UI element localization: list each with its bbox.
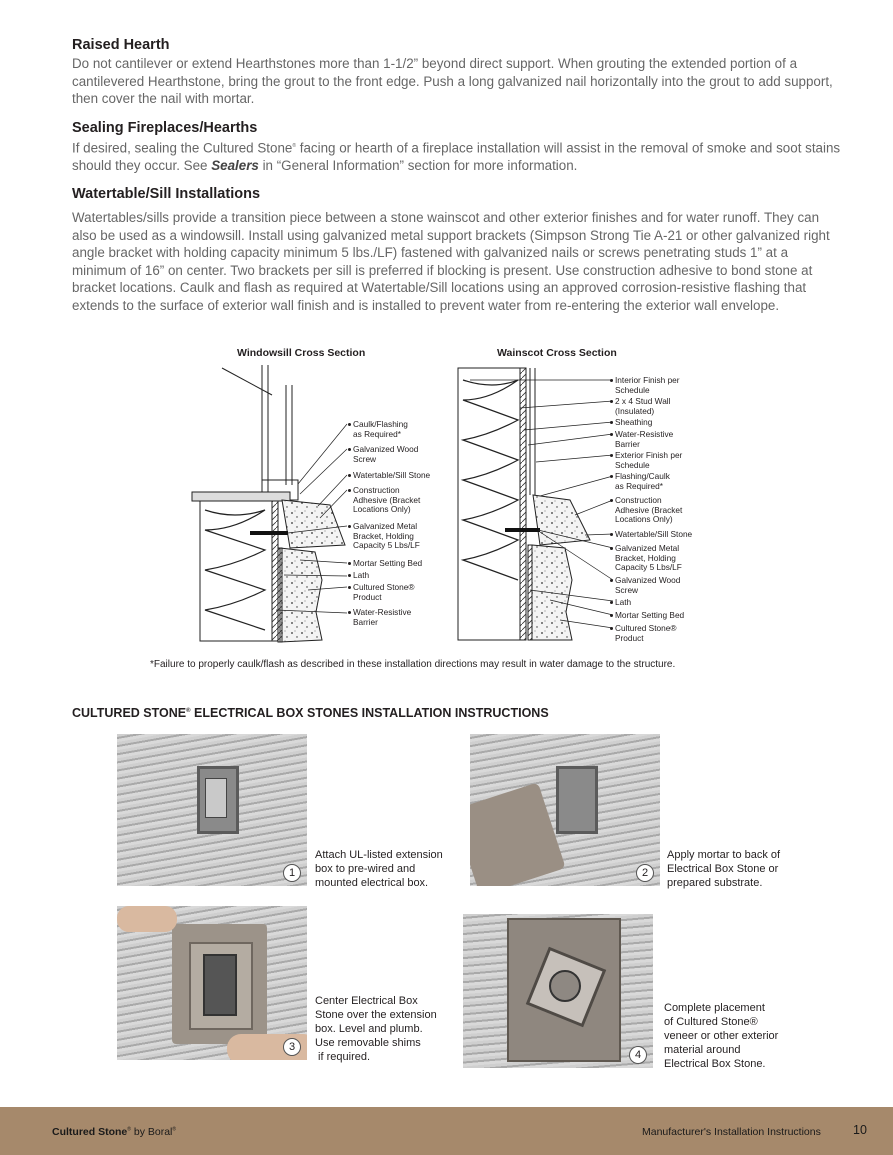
step-3-photo [117,906,307,1060]
step-number: 2 [636,864,654,882]
wainscot-callout: Interior Finish per Schedule [615,376,680,395]
section-text: Do not cantilever or extend Hearthstones more than 1-1/2” beyond direct support. When grouting the extended portion of a cantilevered Hearthstone, bring the grout to the front edge. Push a long galvanized nail horizontally into the grout to add support, then cover the nail with mortar. [72,56,833,107]
step-4-photo [463,914,653,1068]
windowsill-callout: Watertable/Sill Stone [353,471,430,481]
windowsill-callout: Mortar Setting Bed [353,559,422,569]
step-text: Center Electrical Box Stone over the extension box. Level and plumb. Use removable shims if required. [315,995,437,1063]
footer-brand: Cultured Stone® by Boral® [52,1126,177,1138]
wainscot-callout: Mortar Setting Bed [615,611,684,621]
wainscot-callout: Galvanized Wood Screw [615,576,680,595]
wainscot-callout: Galvanized Metal Bracket, Holding Capacity 5 Lbs/LF [615,544,682,573]
section-text: Watertables/sills provide a transition piece between a stone wainscot and other exterior finishes and for water runoff. They can also be used as a windowsill. Install using galvanized metal support brackets (Simpson Strong Tie A-21 or other galvanized right angle bracket with holding capacity minimum 5 lbs./LF) fastened with galvanized nails or screws penetrating studs 1” at a minimum of 16” on center. Two brackets per sill is preferred if blocking is present. Use construction adhesive to bond stone at bracket locations. Caulk and flash as required at Watertable/Sill locations using an approved corrosion-resistive flashing that extends to the surface of exterior wall finish and is installed to prevent water from re-entering the exterior wall envelope. [72,210,830,313]
windowsill-callout: Galvanized Metal Bracket, Holding Capacity 5 Lbs/LF [353,522,420,551]
windowsill-drawing [192,365,347,642]
electrical-heading: CULTURED STONE® ELECTRICAL BOX STONES INSTALLATION INSTRUCTIONS [72,706,549,720]
windowsill-callout: Caulk/Flashing as Required* [353,420,408,439]
wainscot-diagram-title: Wainscot Cross Section [497,347,617,359]
step-1-photo [117,734,307,886]
windowsill-callout: Galvanized Wood Screw [353,445,418,464]
step-number: 3 [283,1038,301,1056]
section-text: If desired, sealing the Cultured Stone® facing or hearth of a fireplace installation will assist in the removal of smoke and soot stains should they occur. See Sealers in “General Information” section for more information. [72,140,841,174]
windowsill-diagram-title: Windowsill Cross Section [237,347,366,359]
section-heading: Raised Hearth [72,37,170,53]
windowsill-callout: Water-Resistive Barrier [353,608,411,627]
wainscot-callout: Sheathing [615,418,652,428]
step-text: Complete placement of Cultured Stone® veneer or other exterior material around Electrical Box Stone. [664,1002,779,1070]
wainscot-callout: 2 x 4 Stud Wall (Insulated) [615,397,671,416]
section-heading: Watertable/Sill Installations [72,186,261,202]
windowsill-callout: Construction Adhesive (Bracket Locations Only) [353,486,420,515]
wainscot-drawing [458,368,613,640]
sealers-link-text: Sealers [211,158,259,174]
wainscot-callout: Exterior Finish per Schedule [615,451,682,470]
wainscot-callout: Construction Adhesive (Bracket Locations Only) [615,496,682,525]
section-heading: Sealing Fireplaces/Hearths [72,120,258,136]
step-number: 1 [283,864,301,882]
wainscot-callout: Water-Resistive Barrier [615,430,673,449]
step-number: 4 [629,1046,647,1064]
wainscot-callout: Flashing/Caulk as Required* [615,472,670,491]
windowsill-callout: Lath [353,571,369,581]
step-text: Apply mortar to back of Electrical Box Stone or prepared substrate. [667,849,781,889]
page-footer [0,1107,893,1155]
footnote: *Failure to properly caulk/flash as described in these installation directions may result in water damage to the structure. [150,659,676,670]
windowsill-callout: Cultured Stone® Product [353,583,414,602]
wainscot-callout: Watertable/Sill Stone [615,530,692,540]
footer-title: Manufacturer's Installation Instructions [642,1126,821,1138]
step-text: Attach UL-listed extension box to pre-wired and mounted electrical box. [315,849,443,889]
page-number: 10 [853,1123,867,1137]
wainscot-callout: Cultured Stone® Product [615,624,676,643]
step-2-photo [470,734,660,886]
wainscot-callout: Lath [615,598,631,608]
